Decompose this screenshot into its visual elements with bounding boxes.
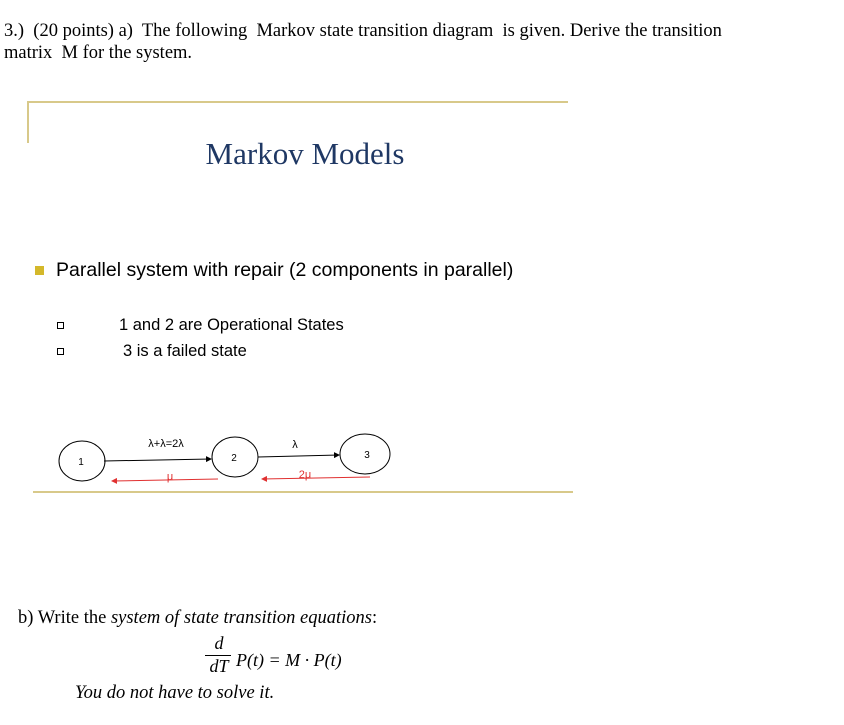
state-3-label: 3 xyxy=(364,450,370,461)
part-b-note: You do not have to solve it. xyxy=(75,683,275,703)
part-b-prefix: b) Write the xyxy=(18,608,111,628)
markov-state-diagram xyxy=(40,425,400,495)
bullet-square-icon xyxy=(35,266,44,275)
repair-2-to-1-arrow xyxy=(112,479,218,481)
sub-bullet-icon xyxy=(57,348,64,355)
transition-1-to-2-arrow xyxy=(104,459,211,461)
transition-2-to-3-arrow xyxy=(258,455,339,457)
derivative-denominator: dT xyxy=(209,656,229,676)
part-b-emphasis: system of state transition equations xyxy=(110,608,372,628)
repair-2-to-1-label: μ xyxy=(166,471,174,483)
state-1-label: 1 xyxy=(78,457,84,468)
part-b-prompt xyxy=(18,608,377,629)
question-line-1: 3.) (20 points) a) The following Markov state transition diagram is given. Derive the transition xyxy=(4,21,722,41)
sub-bullet-icon xyxy=(57,322,64,329)
slide-frame-top-border xyxy=(28,101,568,103)
transition-2-to-3-label: λ xyxy=(292,439,298,451)
slide-bullet-text: Parallel system with repair (2 components in parallel) xyxy=(56,259,514,281)
part-b-suffix: : xyxy=(372,608,378,628)
sub-bullet-text-2: 3 is a failed state xyxy=(123,342,247,360)
repair-3-to-2-label: 2μ xyxy=(298,469,312,481)
question-line-2: matrix M for the system. xyxy=(4,43,193,63)
derivative-fraction xyxy=(205,633,233,677)
slide-title: Markov Models xyxy=(205,136,405,171)
sub-bullet-text-1: 1 and 2 are Operational States xyxy=(119,316,344,334)
state-2-label: 2 xyxy=(231,453,237,464)
question-text xyxy=(4,20,834,64)
slide-bottom-border xyxy=(33,491,573,493)
transition-1-to-2-label: λ+λ=2λ xyxy=(148,438,184,450)
repair-3-to-2-arrow xyxy=(262,477,370,479)
equation-rhs: P(t) = M · P(t) xyxy=(236,650,342,670)
derivative-numerator: d xyxy=(214,633,224,653)
